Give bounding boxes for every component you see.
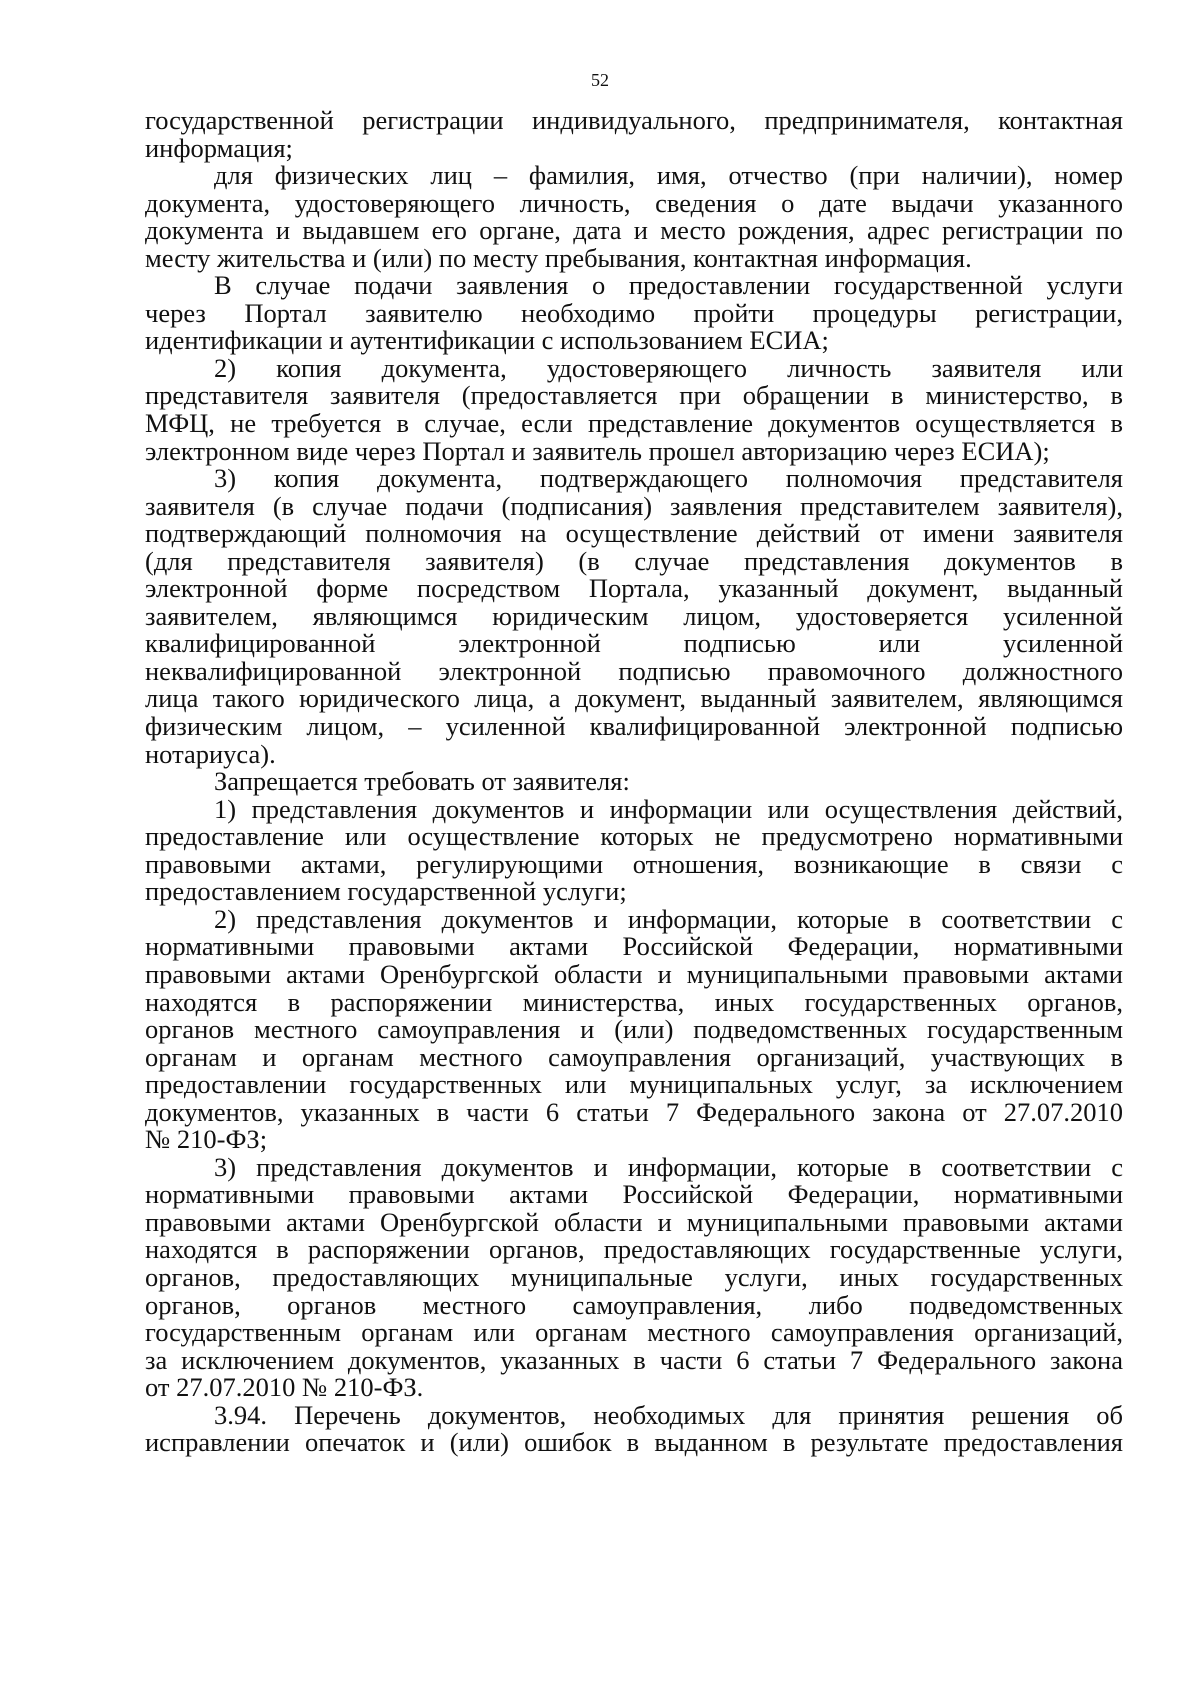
text-line: нормативными правовыми актами Российской Федерации, нормативными xyxy=(145,1179,1123,1210)
text-line: от 27.07.2010 № 210-ФЗ. xyxy=(145,1372,424,1403)
text-line: через Портал заявителю необходимо пройти процедуры регистрации, xyxy=(145,297,1123,328)
text-line: информация; xyxy=(145,132,293,163)
text-line: Запрещается требовать от заявителя: xyxy=(214,766,630,797)
text-line: органов, предоставляющих муниципальные услуги, иных государственных xyxy=(145,1261,1123,1292)
text-line: документа, удостоверяющего личность, сведения о дате выдачи указанного xyxy=(145,187,1123,218)
text-line: документов, указанных в части 6 статьи 7 Федерального закона от 27.07.2010 xyxy=(145,1096,1123,1127)
text-line: находятся в распоряжении органов, предоставляющих государственные услуги, xyxy=(145,1234,1123,1265)
text-line: нормативными правовыми актами Российской Федерации, нормативными xyxy=(145,931,1123,962)
text-line: 3.94. Перечень документов, необходимых для принятия решения об xyxy=(214,1399,1123,1430)
text-line: правовыми актами Оренбургской области и муниципальными правовыми актами xyxy=(145,1206,1123,1237)
text-line: предоставление или осуществление которых не предусмотрено нормативными xyxy=(145,821,1123,852)
text-line: лица такого юридического лица, а документ, выданный заявителем, являющимся xyxy=(145,683,1123,714)
text-line: подтверждающий полномочия на осуществление действий от имени заявителя xyxy=(145,518,1123,549)
text-line: органам и органам местного самоуправления организаций, участвующих в xyxy=(145,1041,1123,1072)
text-line: органов, органов местного самоуправления, либо подведомственных xyxy=(145,1289,1123,1320)
text-line: 2) копия документа, удостоверяющего личность заявителя или xyxy=(214,352,1123,383)
document-body xyxy=(145,107,1123,1457)
text-line: правовыми актами, регулирующими отношения, возникающие в связи с xyxy=(145,848,1123,879)
text-line: для физических лиц – фамилия, имя, отчество (при наличии), номер xyxy=(214,160,1123,191)
text-line: № 210-ФЗ; xyxy=(145,1124,268,1155)
text-line: (для представителя заявителя) (в случае представления документов в xyxy=(145,545,1123,576)
text-line: нотариуса). xyxy=(145,738,276,769)
page-number: 52 xyxy=(591,70,609,90)
text-line: государственной регистрации индивидуального, предпринимателя, контактная xyxy=(145,105,1123,135)
text-line: идентификации и аутентификации с использованием ЕСИА; xyxy=(145,325,829,356)
text-line: 1) представления документов и информации или осуществления действий, xyxy=(214,793,1123,824)
text-line: за исключением документов, указанных в части 6 статьи 7 Федерального закона xyxy=(145,1344,1123,1375)
text-line: предоставлении государственных или муниципальных услуг, за исключением xyxy=(145,1069,1123,1100)
text-line: электронной форме посредством Портала, указанный документ, выданный xyxy=(145,573,1123,604)
text-line: исправлении опечаток и (или) ошибок в выданном в результате предоставления xyxy=(145,1427,1123,1458)
text-line: органов местного самоуправления и (или) подведомственных государственным xyxy=(145,1014,1123,1045)
text-line: физическим лицом, – усиленной квалифицированной электронной подписью xyxy=(145,711,1123,742)
text-line: заявителем, являющимся юридическим лицом, удостоверяется усиленной xyxy=(145,600,1123,631)
text-line: правовыми актами Оренбургской области и муниципальными правовыми актами xyxy=(145,958,1123,989)
text-line: представителя заявителя (предоставляется при обращении в министерство, в xyxy=(145,380,1123,411)
text-line: неквалифицированной электронной подписью правомочного должностного xyxy=(145,655,1123,686)
text-line: В случае подачи заявления о предоставлении государственной услуги xyxy=(214,270,1123,301)
text-line: месту жительства и (или) по месту пребывания, контактная информация. xyxy=(145,242,972,273)
text-line: государственным органам или органам местного самоуправления организаций, xyxy=(145,1317,1123,1348)
text-line: предоставлением государственной услуги; xyxy=(145,876,627,907)
text-line: 3) копия документа, подтверждающего полномочия представителя xyxy=(214,463,1123,494)
text-line: документа и выдавшем его органе, дата и место рождения, адрес регистрации по xyxy=(145,215,1123,246)
text-line: 2) представления документов и информации, которые в соответствии с xyxy=(214,903,1123,934)
text-line: находятся в распоряжении министерства, иных государственных органов, xyxy=(145,986,1123,1017)
text-line: МФЦ, не требуется в случае, если представление документов осуществляется в xyxy=(145,408,1123,439)
text-line: квалифицированной электронной подписью или усиленной xyxy=(145,628,1123,659)
text-line: электронном виде через Портал и заявитель прошел авторизацию через ЕСИА); xyxy=(145,435,1050,466)
text-line: 3) представления документов и информации, которые в соответствии с xyxy=(214,1151,1123,1182)
text-line: заявителя (в случае подачи (подписания) заявления представителем заявителя), xyxy=(145,490,1123,521)
